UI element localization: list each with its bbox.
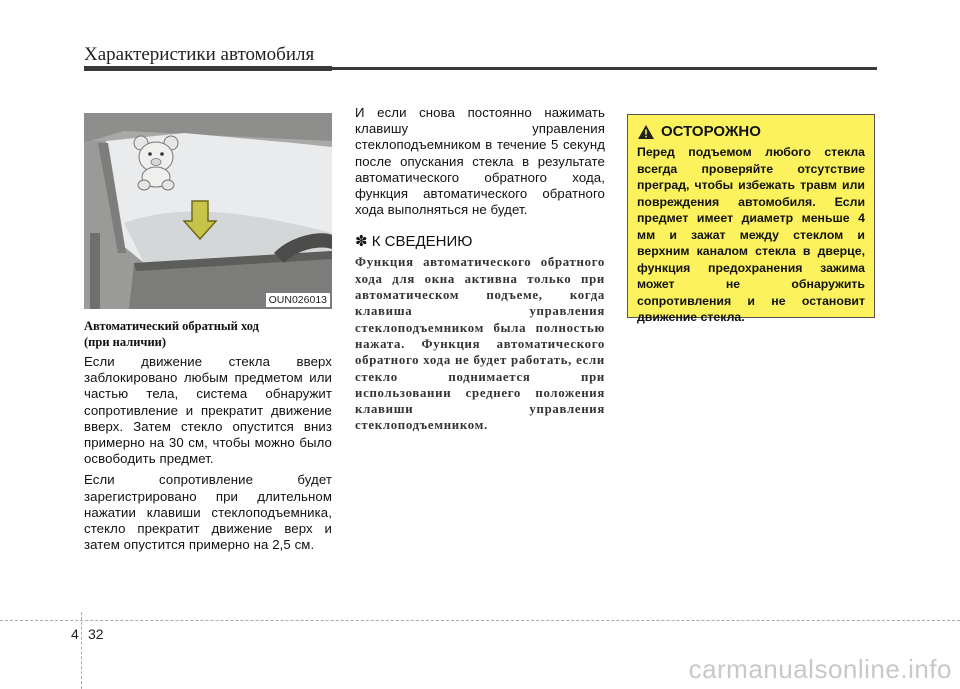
header-rule-accent: [84, 66, 332, 71]
window-figure: [84, 113, 332, 309]
caution-heading: [637, 123, 865, 140]
car-window-illustration: [84, 113, 332, 309]
note-heading-text: К СВЕДЕНИЮ: [371, 233, 473, 251]
column-left: [84, 318, 332, 558]
paragraph: И если снова постоянно нажимать клавишу управления стеклоподъемником в течение 5 секунд после опускания стекла в результате автоматического обратного хода, функция автоматического обратного хода выполняться не будет.: [355, 105, 605, 218]
section-heading: Автоматический обратный ход: [84, 319, 259, 333]
teddy-bear-icon: [134, 136, 178, 190]
note-text: Функция автоматического обратного хода для окна активна только при автоматическом подъеме, когда клавиша управления стеклоподъемником была полностью нажата. Функция автоматического обратного хода не будет работать, если стекло поднимается при использовании среднего положения клавиши управления стеклоподъемником.: [355, 255, 605, 433]
caution-text: Перед подъемом любого стекла всегда проверяйте отсутствие преград, чтобы избежать травм или повреждения автомобиля. Если предмет имеет диаметр меньше 4 мм и зажат между стеклом и верхним каналом стекла в дверце, функция предохранения зажима может не обнаружить сопротивления и не остановит движение стекла.: [637, 145, 865, 324]
caution-title: ОСТОРОЖНО: [661, 123, 761, 140]
column-middle: [355, 105, 605, 434]
caution-box: [627, 114, 875, 324]
section-subheading: (при наличии): [84, 335, 167, 349]
paragraph: Если движение стекла вверх заблокировано любым предметом или частью тела, система обнаружит сопротивление и прекратит движение вверх. Затем стекло опустится вниз примерно на 30 см, чтобы можно было освободить предмет.: [84, 354, 332, 467]
paragraph: Если сопротивление будет зарегистрировано при длительном нажатии клавиши стеклоподъемника, стекло прекратит движение верх и затем опустится примерно на 2,5 см.: [84, 472, 332, 553]
figure-code-label: OUN026013: [266, 293, 330, 307]
asterisk-icon: ✽: [355, 233, 368, 251]
page-number: 32: [88, 626, 104, 642]
section-number: 4: [71, 626, 79, 642]
page-header-title: Характеристики автомобиля: [84, 44, 315, 65]
watermark: carmanualsonline.info: [688, 654, 952, 684]
footer-guide-vertical: [81, 612, 82, 689]
note-heading: [355, 232, 605, 250]
footer-guide-line: [0, 620, 960, 621]
warning-icon: [637, 124, 655, 140]
